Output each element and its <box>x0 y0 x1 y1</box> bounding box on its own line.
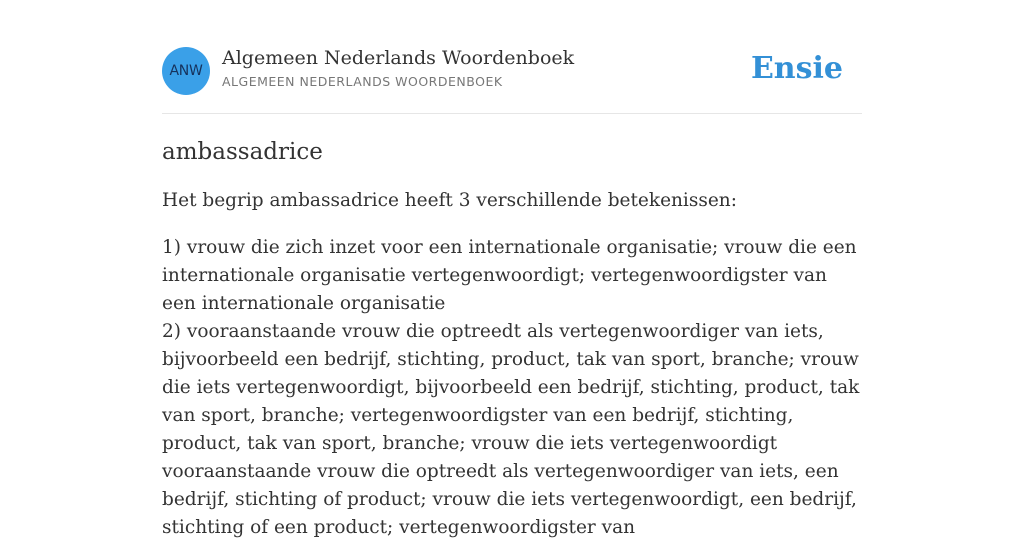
source-header <box>162 47 862 114</box>
entry-intro: Het begrip ambassadrice heeft 3 verschillende betekenissen: <box>162 190 737 211</box>
source-subtitle: ALGEMEEN NEDERLANDS WOORDENBOEK <box>222 74 503 89</box>
definition-list <box>162 234 862 542</box>
entry-word: ambassadrice <box>162 139 323 165</box>
source-logo[interactable]: ANW <box>162 47 210 95</box>
definition-2: 2) vooraanstaande vrouw die optreedt als vertegenwoordiger van iets, bijvoorbeeld een bedrijf, stichting, product, tak van sport, branche; vrouw die iets vertegenwoordigt, bijvoorbeeld een bedrijf, stichting, product, tak van sport, branche; vertegenwoordigster van een bedrijf, stichting, product, tak van sport, branche; vrouw die iets vertegenwoordigt vooraanstaande vrouw die optreedt als vertegenwoordiger van iets, een bedrijf, stichting of product; vrouw die iets vertegenwoordigt, een bedrijf, stichting of een product; vertegenwoordigster van <box>162 321 860 538</box>
source-title[interactable]: Algemeen Nederlands Woordenboek <box>222 47 575 69</box>
definition-1: 1) vrouw die zich inzet voor een internationale organisatie; vrouw die een internationale organisatie vertegenwoordigt; vertegenwoordigster van een internationale organisatie <box>162 237 857 314</box>
page <box>162 0 862 542</box>
ensie-logo[interactable]: Ensie <box>750 51 843 86</box>
